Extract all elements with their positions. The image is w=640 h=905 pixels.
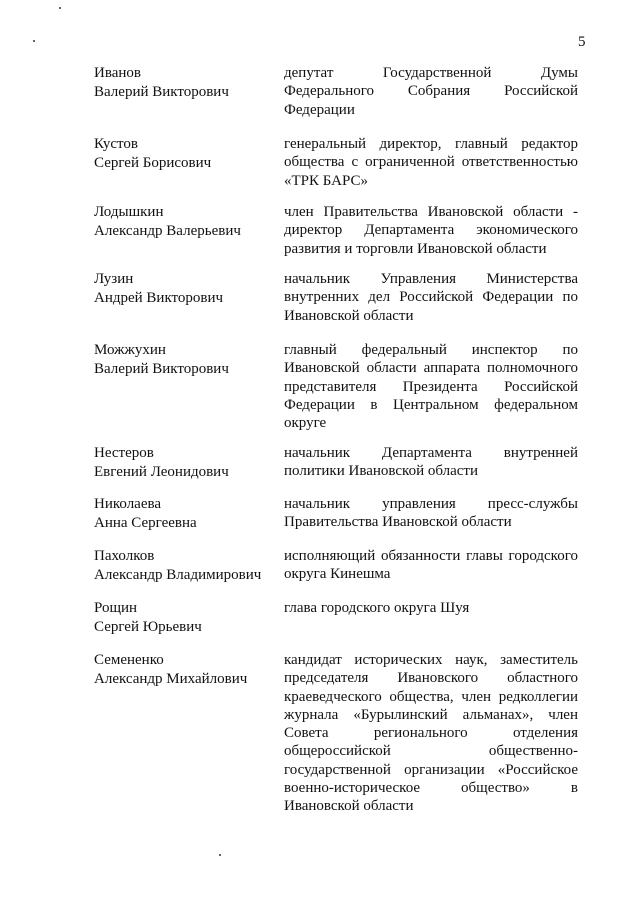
- given-names: Валерий Викторович: [94, 84, 229, 100]
- position-description: генеральный директор, главный редактор общества с ограниченной ответственностью «ТРК БАРС»: [284, 136, 578, 189]
- surname: Лодышкин: [94, 204, 164, 220]
- position-description: главный федеральный инспектор по Ивановской области аппарата полномочного представителя Президента Российской Федерации в Центральном федеральном округе: [284, 342, 578, 432]
- surname: Семененко: [94, 652, 164, 668]
- position-description: глава городского округа Шуя: [284, 600, 470, 616]
- page-number: 5: [578, 34, 586, 50]
- surname: Можжухин: [94, 342, 166, 358]
- position-description: кандидат исторических наук, заместитель председателя Ивановского областного краеведческого общества, член редколлегии журнала «Бурылинский альманах», член Совета регионального отделения общероссийской общественно-государственной организации «Российское военно-историческое общество» в Ивановской области: [284, 652, 578, 815]
- person-name: [94, 135, 284, 173]
- given-names: Сергей Юрьевич: [94, 619, 202, 635]
- position-description: начальник Департамента внутренней политики Ивановской области: [284, 445, 578, 480]
- person-name: [94, 341, 284, 379]
- surname: Пахолков: [94, 548, 155, 564]
- given-names: Сергей Борисович: [94, 155, 212, 171]
- position-description: депутат Государственной Думы Федерального Собрания Российской Федерации: [284, 65, 578, 118]
- position-description: член Правительства Ивановской области - директор Департамента экономического развития и торговли Ивановской области: [284, 204, 578, 257]
- person-name: [94, 547, 284, 585]
- given-names: Анна Сергеевна: [94, 515, 197, 531]
- person-name: [94, 203, 284, 241]
- position-description: исполняющий обязанности главы городского округа Кинешма: [284, 548, 578, 583]
- scan-speck: [59, 7, 61, 9]
- given-names: Александр Владимирович: [94, 567, 262, 583]
- surname: Рощин: [94, 600, 138, 616]
- scan-speck: [219, 854, 221, 856]
- person-name: [94, 444, 284, 482]
- scan-speck: [33, 40, 35, 42]
- position-description: начальник управления пресс-службы Правительства Ивановской области: [284, 496, 578, 531]
- given-names: Александр Валерьевич: [94, 223, 241, 239]
- surname: Иванов: [94, 65, 141, 81]
- given-names: Евгений Леонидович: [94, 464, 229, 480]
- person-name: [94, 651, 284, 689]
- person-name: [94, 270, 284, 308]
- given-names: Александр Михайлович: [94, 671, 248, 687]
- person-name: [94, 599, 284, 637]
- position-description: начальник Управления Министерства внутренних дел Российской Федерации по Ивановской области: [284, 271, 578, 324]
- surname: Нестеров: [94, 445, 154, 461]
- given-names: Андрей Викторович: [94, 290, 224, 306]
- given-names: Валерий Викторович: [94, 361, 229, 377]
- person-name: [94, 495, 284, 533]
- surname: Лузин: [94, 271, 134, 287]
- surname: Николаева: [94, 496, 162, 512]
- person-name: [94, 64, 284, 102]
- surname: Кустов: [94, 136, 138, 152]
